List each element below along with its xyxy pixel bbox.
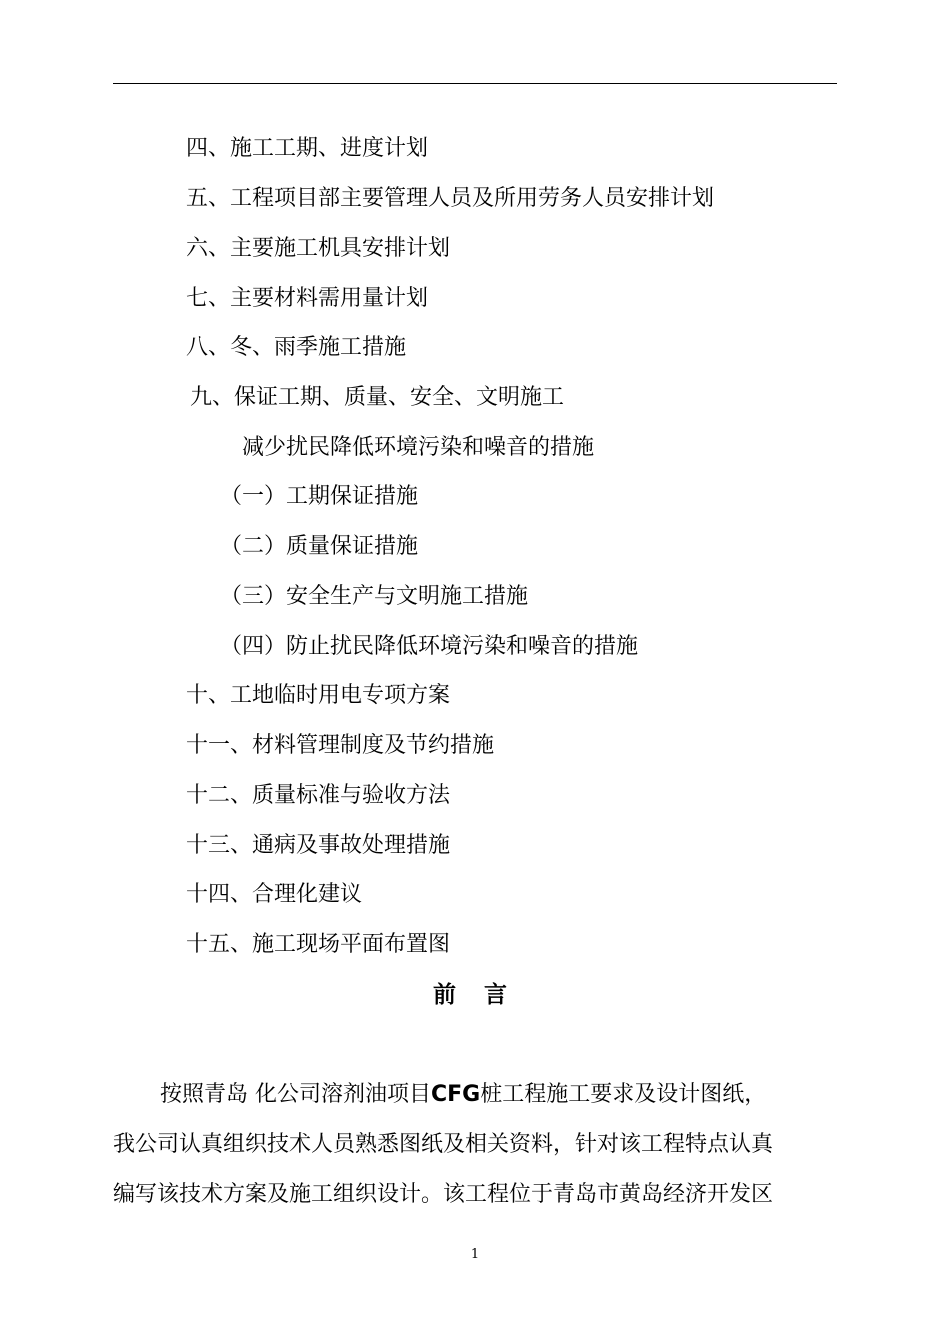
toc-subitem-4: （四）防止扰民降低环境污染和噪音的措施 [220,634,639,659]
page-number: 1 [470,1247,480,1262]
preface-line-1-cfg: CFG [431,1082,481,1107]
toc-item-4: 四、施工工期、进度计划 [186,136,429,161]
preface-paragraph-line-3: 编写该技术方案及施工组织设计。该工程位于青岛市黄岛经济开发区 [113,1182,774,1207]
toc-item-12: 十二、质量标准与验收方法 [186,783,451,808]
preface-title: 前 言 [432,982,517,1008]
header-rule [113,83,837,84]
toc-item-13: 十三、通病及事故处理措施 [186,833,451,858]
toc-item-8: 八、冬、雨季施工措施 [186,335,407,360]
preface-line-1-suffix: 桩工程施工要求及设计图纸， [480,1082,767,1107]
preface-paragraph-line-2: 我公司认真组织技术人员熟悉图纸及相关资料，针对该工程特点认真 [113,1132,774,1157]
toc-item-9: 九、保证工期、质量、安全、文明施工 [190,385,565,410]
toc-subitem-2: （二）质量保证措施 [220,534,419,559]
toc-item-5: 五、工程项目部主要管理人员及所用劳务人员安排计划 [186,186,715,211]
toc-item-15: 十五、施工现场平面布置图 [186,932,451,957]
toc-item-7: 七、主要材料需用量计划 [186,286,429,311]
toc-item-6: 六、主要施工机具安排计划 [186,236,451,261]
toc-item-11: 十一、材料管理制度及节约措施 [186,733,495,758]
toc-subitem-1: （一）工期保证措施 [220,484,419,509]
preface-paragraph-line-1 [160,1080,766,1110]
preface-line-1-prefix: 按照青岛 化公司溶剂油项目 [160,1082,431,1107]
toc-item-14: 十四、合理化建议 [186,882,363,907]
toc-item-9-continued: 减少扰民降低环境污染和噪音的措施 [242,435,595,460]
toc-item-10: 十、工地临时用电专项方案 [186,683,451,708]
toc-subitem-3: （三）安全生产与文明施工措施 [220,584,529,609]
